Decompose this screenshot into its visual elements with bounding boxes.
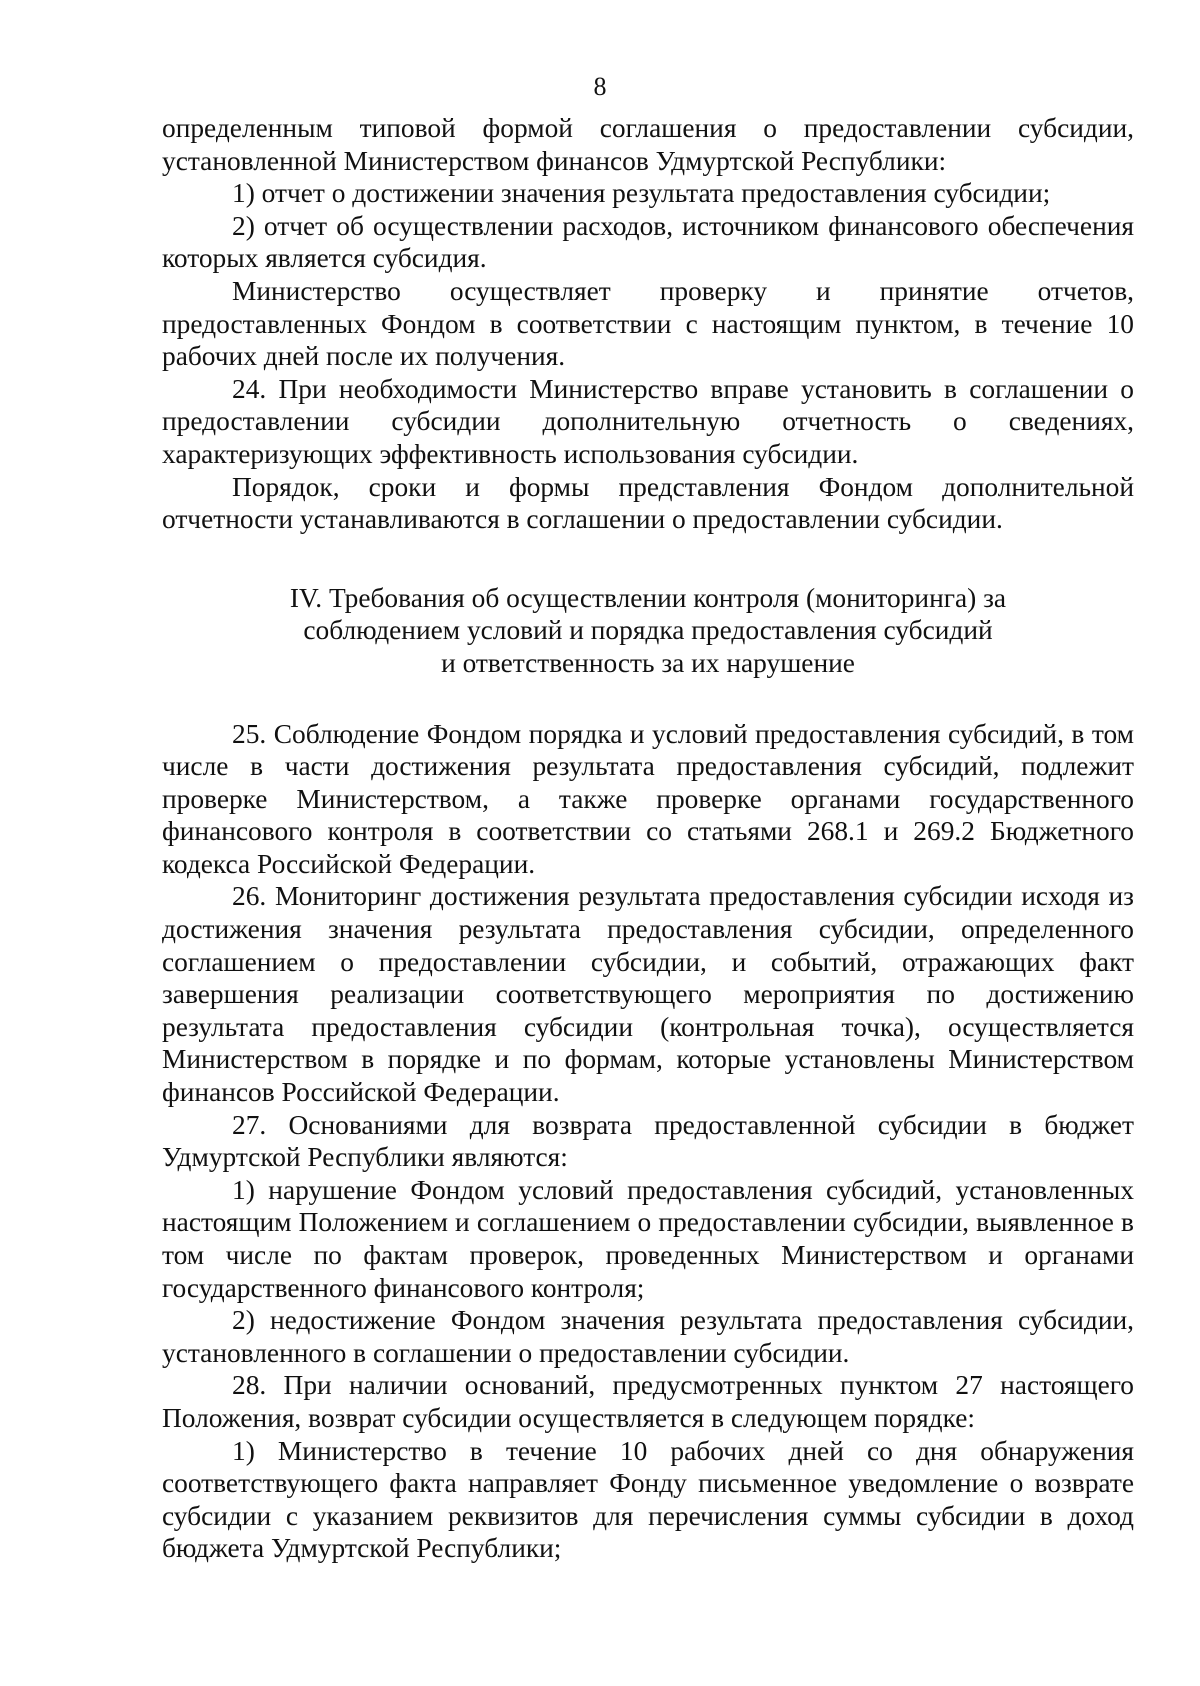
section-heading: [162, 582, 1134, 680]
paragraph-reporting-order: Порядок, сроки и формы представления Фондом дополнительной отчетности устанавливаются в соглашении о предоставлении субсидии.: [162, 471, 1134, 535]
page-number: 8: [593, 72, 607, 101]
section-heading-line-1: IV. Требования об осуществлении контроля (мониторинга) за: [289, 582, 1007, 613]
list-item-notification: 1) Министерство в течение 10 рабочих дней со дня обнаружения соответствующего факта направляет Фонду письменное уведомление о возврате субсидии с указанием реквизитов для перечисления суммы субсидии в доход бюджета Удмуртской Республики;: [162, 1435, 1134, 1564]
list-item-non-achievement: 2) недостижение Фондом значения результата предоставления субсидии, установленного в соглашении о предоставлении субсидии.: [162, 1305, 1134, 1368]
paragraph-item-26: 26. Мониторинг достижения результата предоставления субсидии исходя из достижения значения результата предоставления субсидии, определенного соглашением о предоставлении субсидии, и событий, отражающих факт завершения реализации соответствующего мероприятия по достижению результата предоставления субсидии (контрольная точка), осуществляется Министерством в порядке и по формам, которые установлены Министерством финансов Российской Федерации.: [162, 881, 1134, 1108]
paragraph-item-27: 27. Основаниями для возврата предоставленной субсидии в бюджет Удмуртской Республики являются:: [162, 1109, 1134, 1173]
paragraph-ministry-review: Министерство осуществляет проверку и принятие отчетов, предоставленных Фондом в соответствии с настоящим пунктом, в течение 10 рабочих дней после их получения.: [162, 275, 1134, 372]
document-body: [162, 112, 1134, 1565]
paragraph-item-24: 24. При необходимости Министерство вправе установить в соглашении о предоставлении субсидии дополнительную отчетность о сведениях, характеризующих эффективность использования субсидии.: [162, 373, 1134, 469]
paragraph-item-28: 28. При наличии оснований, предусмотренных пунктом 27 настоящего Положения, возврат субсидии осуществляется в следующем порядке:: [162, 1370, 1134, 1433]
paragraph-item-25: 25. Соблюдение Фондом порядка и условий предоставления субсидий, в том числе в части достижения результата предоставления субсидий, подлежит проверке Министерством, а также проверке органами государственного финансового контроля в соответствии со статьями 268.1 и 269.2 Бюджетного кодекса Российской Федерации.: [162, 718, 1134, 879]
list-item-report-result: 1) отчет о достижении значения результата предоставления субсидии;: [232, 178, 1051, 209]
paragraph-continuation: определенным типовой формой соглашения о предоставлении субсидии, установленной Министерством финансов Удмуртской Республики:: [162, 113, 1134, 176]
list-item-report-expenses: 2) отчет об осуществлении расходов, источником финансового обеспечения которых является субсидия.: [162, 210, 1134, 274]
section-heading-line-3: и ответственность за их нарушение: [441, 647, 855, 678]
list-item-violation: 1) нарушение Фондом условий предоставления субсидий, установленных настоящим Положением и соглашением о предоставлении субсидии, выявленное в том числе по фактам проверок, проведенных Министерством и органами государственного финансового контроля;: [162, 1174, 1134, 1303]
section-heading-line-2: соблюдением условий и порядка предоставления субсидий: [303, 615, 993, 646]
